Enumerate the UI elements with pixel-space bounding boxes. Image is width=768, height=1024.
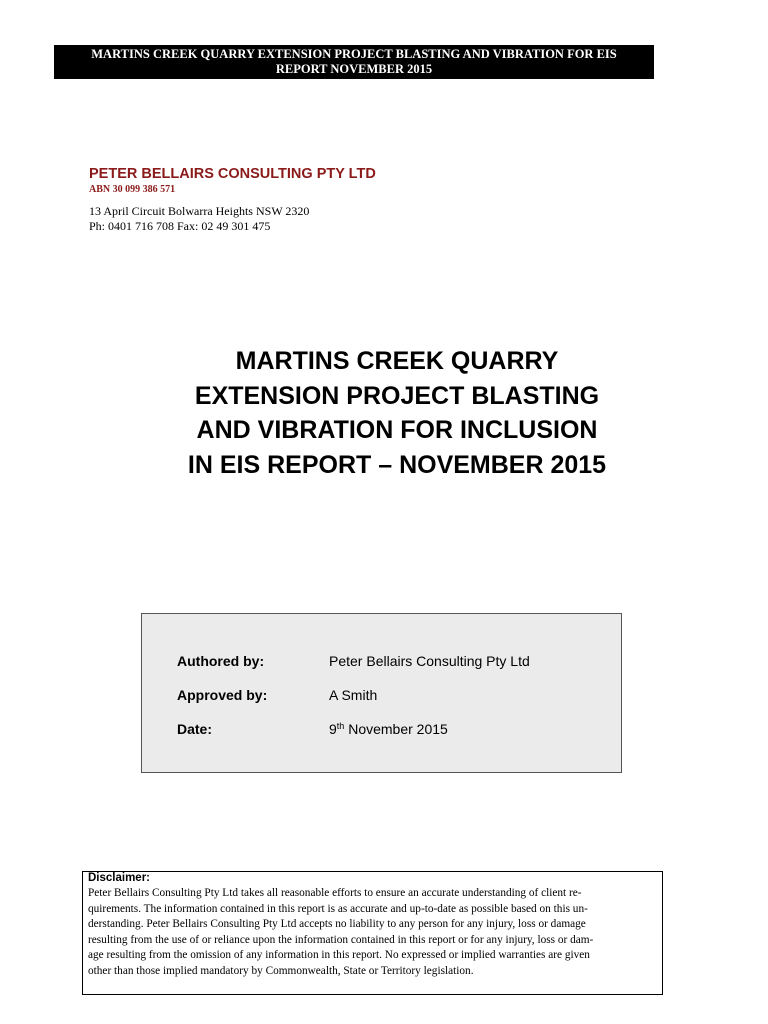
title-line-3: AND VIBRATION FOR INCLUSION <box>196 416 598 444</box>
approved-value: A Smith <box>329 687 378 703</box>
date-day: 9 <box>329 721 337 737</box>
company-block <box>89 165 689 233</box>
title-line-1: MARTINS CREEK QUARRY <box>235 347 559 375</box>
header-line-1: MARTINS CREEK QUARRY EXTENSION PROJECT BLASTING AND VIBRATION FOR EIS <box>91 47 617 61</box>
title-line-2: EXTENSION PROJECT BLASTING <box>194 381 600 410</box>
company-contact <box>89 204 689 233</box>
disclaimer-text <box>88 886 657 979</box>
running-header <box>54 45 654 79</box>
date-month-year: November 2015 <box>344 721 448 737</box>
authored-label: Authored by: <box>177 653 265 669</box>
document-title <box>130 344 664 482</box>
disclaimer-line: other than those implied mandatory by Commonwealth, State or Territory legislation. <box>88 964 474 977</box>
document-info-box <box>141 613 622 773</box>
company-abn: ABN 30 099 386 571 <box>89 184 176 195</box>
disclaimer-line: Peter Bellairs Consulting Pty Ltd takes all reasonable efforts to ensure an accurate understanding of client re- <box>88 887 582 899</box>
disclaimer-line: age resulting from the omission of any information in this report. No expressed or implied warranties are given <box>88 949 590 961</box>
date-ordinal-suffix: th <box>336 721 345 731</box>
company-address: 13 April Circuit Bolwarra Heights NSW 2320 <box>89 204 310 218</box>
disclaimer-box <box>82 871 663 995</box>
date-label: Date: <box>177 721 213 737</box>
disclaimer-line: derstanding. Peter Bellairs Consulting Pty Ltd accepts no liability to any person for any injury, loss or damage <box>88 918 586 930</box>
approved-label: Approved by: <box>177 687 268 703</box>
date-value <box>329 720 448 738</box>
disclaimer-line: resulting from the use of or reliance upon the information contained in this report or for any injury, loss or dam- <box>88 933 594 946</box>
company-phone-fax: Ph: 0401 716 708 Fax: 02 49 301 475 <box>89 218 271 233</box>
disclaimer-title: Disclaimer: <box>88 872 151 884</box>
title-line-4: IN EIS REPORT – NOVEMBER 2015 <box>187 450 607 479</box>
company-name: PETER BELLAIRS CONSULTING PTY LTD <box>89 166 376 182</box>
disclaimer-line: quirements. The information contained in this report is as accurate and up-to-date as possible based on this un- <box>88 902 588 915</box>
authored-value: Peter Bellairs Consulting Pty Ltd <box>329 653 530 669</box>
header-line-2: REPORT NOVEMBER 2015 <box>275 62 433 76</box>
